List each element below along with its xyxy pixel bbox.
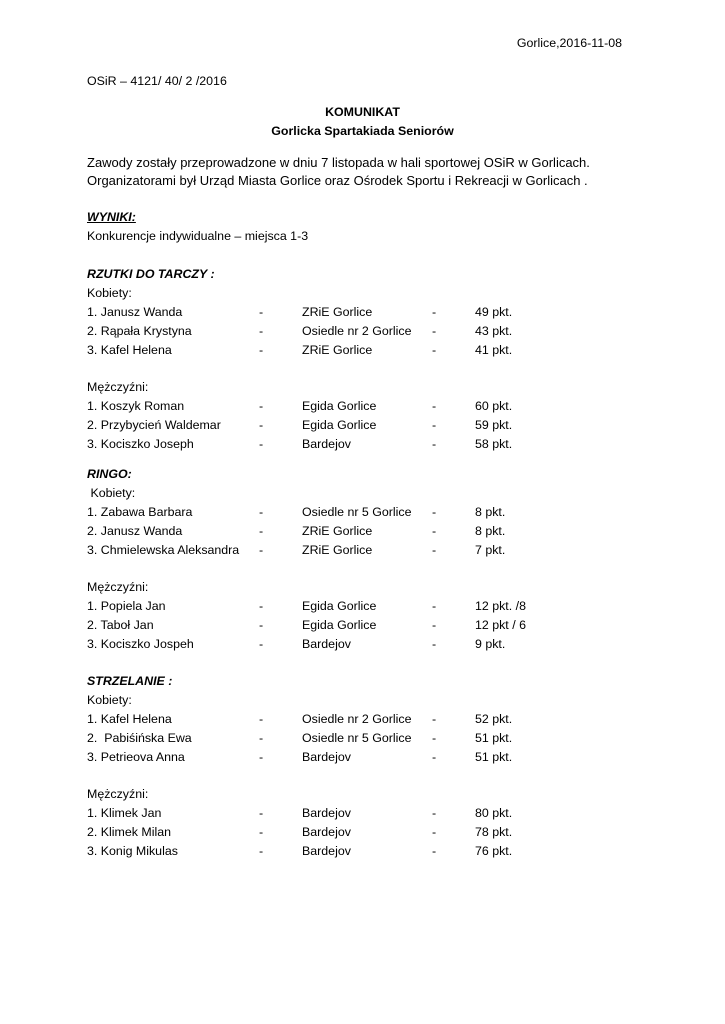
separator: -: [259, 399, 264, 413]
club-name: ZRiE Gorlice: [302, 305, 373, 319]
separator: -: [432, 712, 437, 726]
document-subtitle: Gorlicka Spartakiada Seniorów: [271, 124, 454, 138]
points: 8 pkt.: [475, 524, 506, 538]
separator: -: [259, 418, 264, 432]
separator: -: [259, 599, 264, 613]
club-name: ZRiE Gorlice: [302, 343, 373, 357]
separator: -: [259, 505, 264, 519]
points: 52 pkt.: [475, 712, 513, 726]
athlete-name: 2. Przybycień Waldemar: [87, 418, 221, 432]
separator: -: [432, 543, 437, 557]
club-name: Osiedle nr 2 Gorlice: [302, 712, 412, 726]
separator: -: [259, 712, 264, 726]
athlete-name: 3. Konig Mikulas: [87, 844, 178, 858]
result-row: [0, 418, 725, 437]
section-title: RINGO:: [87, 467, 132, 481]
results-note: Konkurencje indywidualne – miejsca 1-3: [87, 229, 309, 243]
athlete-name: 1. Janusz Wanda: [87, 305, 183, 319]
separator: -: [432, 505, 437, 519]
men-label: Mężczyźni:: [87, 380, 149, 394]
club-name: Bardejov: [302, 637, 351, 651]
separator: -: [432, 418, 437, 432]
club-name: Osiedle nr 5 Gorlice: [302, 731, 412, 745]
club-name: ZRiE Gorlice: [302, 524, 373, 538]
points: 43 pkt.: [475, 324, 513, 338]
club-name: Bardejov: [302, 806, 351, 820]
intro-line-2: Organizatorami był Urząd Miasta Gorlice oraz Ośrodek Sportu i Rekreacji w Gorlicach .: [87, 173, 588, 188]
result-row: [0, 731, 725, 750]
result-row: [0, 844, 725, 863]
separator: -: [432, 750, 437, 764]
separator: -: [259, 305, 264, 319]
result-row: [0, 305, 725, 324]
athlete-name: 3. Petrieova Anna: [87, 750, 185, 764]
club-name: Bardejov: [302, 437, 351, 451]
separator: -: [259, 637, 264, 651]
result-row: [0, 399, 725, 418]
points: 12 pkt. /8: [475, 599, 526, 613]
points: 49 pkt.: [475, 305, 513, 319]
separator: -: [432, 806, 437, 820]
women-label: Kobiety:: [87, 486, 136, 500]
separator: -: [432, 731, 437, 745]
separator: -: [259, 543, 264, 557]
points: 8 pkt.: [475, 505, 506, 519]
result-row: [0, 437, 725, 456]
separator: -: [432, 437, 437, 451]
result-row: [0, 343, 725, 362]
result-row: [0, 505, 725, 524]
result-row: [0, 324, 725, 343]
separator: -: [259, 825, 264, 839]
points: 41 pkt.: [475, 343, 513, 357]
club-name: Osiedle nr 5 Gorlice: [302, 505, 412, 519]
reference-number: OSiR – 4121/ 40/ 2 /2016: [87, 74, 227, 88]
separator: -: [432, 399, 437, 413]
points: 76 pkt.: [475, 844, 513, 858]
men-label: Mężczyźni:: [87, 580, 149, 594]
result-row: [0, 618, 725, 637]
athlete-name: 2. Klimek Milan: [87, 825, 172, 839]
result-row: [0, 825, 725, 844]
club-name: Bardejov: [302, 825, 351, 839]
points: 9 pkt.: [475, 637, 506, 651]
result-row: [0, 806, 725, 825]
separator: -: [432, 637, 437, 651]
club-name: ZRiE Gorlice: [302, 543, 373, 557]
athlete-name: 3. Kafel Helena: [87, 343, 172, 357]
result-row: [0, 712, 725, 731]
result-row: [0, 637, 725, 656]
place-date: Gorlice,2016-11-08: [516, 36, 622, 50]
women-label: Kobiety:: [87, 286, 132, 300]
separator: -: [259, 731, 264, 745]
points: 58 pkt.: [475, 437, 513, 451]
separator: -: [432, 844, 437, 858]
separator: -: [432, 324, 437, 338]
club-name: Egida Gorlice: [302, 618, 377, 632]
club-name: Egida Gorlice: [302, 418, 377, 432]
athlete-name: 1. Klimek Jan: [87, 806, 162, 820]
club-name: Egida Gorlice: [302, 599, 377, 613]
points: 7 pkt.: [475, 543, 506, 557]
athlete-name: 1. Zabawa Barbara: [87, 505, 193, 519]
separator: -: [259, 437, 264, 451]
separator: -: [432, 825, 437, 839]
separator: -: [432, 524, 437, 538]
club-name: Egida Gorlice: [302, 399, 377, 413]
points: 51 pkt.: [475, 750, 513, 764]
women-label: Kobiety:: [87, 693, 132, 707]
section-title: STRZELANIE :: [87, 674, 173, 688]
separator: -: [259, 524, 264, 538]
athlete-name: 3. Kociszko Joseph: [87, 437, 194, 451]
athlete-name: 1. Kafel Helena: [87, 712, 172, 726]
athlete-name: 2. Janusz Wanda: [87, 524, 183, 538]
intro-line-1: Zawody zostały przeprowadzone w dniu 7 listopada w hali sportowej OSiR w Gorlicach.: [87, 155, 590, 170]
result-row: [0, 524, 725, 543]
athlete-name: 1. Koszyk Roman: [87, 399, 185, 413]
athlete-name: 2. Rąpała Krystyna: [87, 324, 192, 338]
points: 12 pkt / 6: [475, 618, 526, 632]
separator: -: [259, 618, 264, 632]
athlete-name: 1. Popiela Jan: [87, 599, 166, 613]
points: 51 pkt.: [475, 731, 513, 745]
separator: -: [259, 844, 264, 858]
separator: -: [432, 599, 437, 613]
result-row: [0, 750, 725, 769]
separator: -: [432, 618, 437, 632]
club-name: Bardejov: [302, 750, 351, 764]
separator: -: [259, 324, 264, 338]
results-heading: WYNIKI:: [87, 210, 136, 224]
separator: -: [259, 750, 264, 764]
result-row: [0, 543, 725, 562]
athlete-name: 2. Pabiśińska Ewa: [87, 731, 192, 745]
athlete-name: 3. Kociszko Jospeh: [87, 637, 194, 651]
athlete-name: 2. Taboł Jan: [87, 618, 154, 632]
result-row: [0, 599, 725, 618]
men-label: Mężczyźni:: [87, 787, 149, 801]
club-name: Osiedle nr 2 Gorlice: [302, 324, 412, 338]
separator: -: [259, 806, 264, 820]
document-title: KOMUNIKAT: [325, 105, 400, 119]
section-title: RZUTKI DO TARCZY :: [87, 267, 215, 281]
athlete-name: 3. Chmielewska Aleksandra: [87, 543, 240, 557]
club-name: Bardejov: [302, 844, 351, 858]
points: 80 pkt.: [475, 806, 513, 820]
points: 78 pkt.: [475, 825, 513, 839]
separator: -: [259, 343, 264, 357]
points: 60 pkt.: [475, 399, 513, 413]
separator: -: [432, 343, 437, 357]
separator: -: [432, 305, 437, 319]
points: 59 pkt.: [475, 418, 513, 432]
